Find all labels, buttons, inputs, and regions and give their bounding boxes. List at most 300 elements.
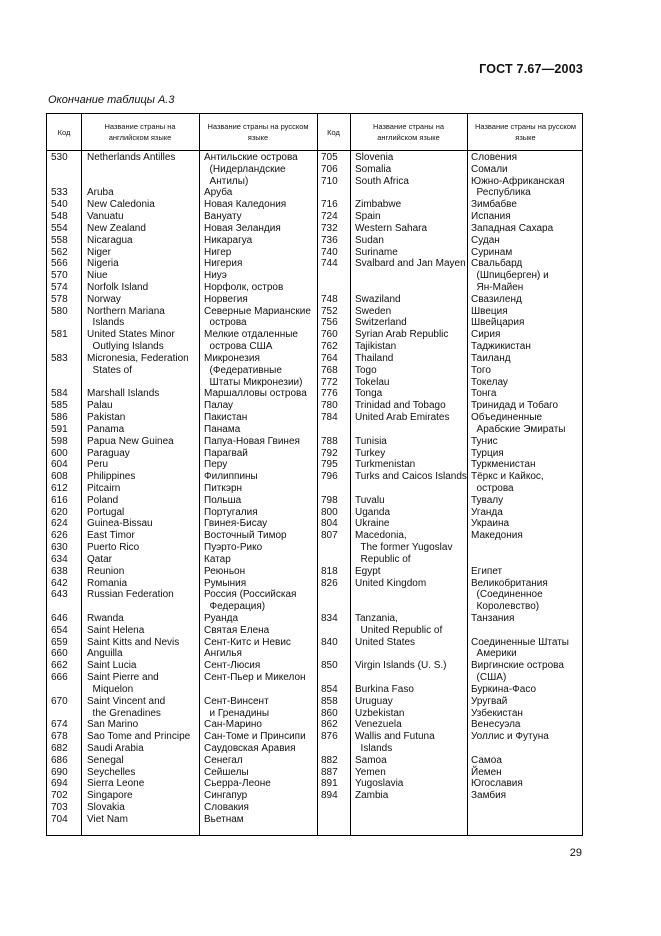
country-name-ru-cell: Южно-Африканская (471, 175, 565, 187)
country-code-cell: 654 (51, 624, 68, 636)
country-name-en-cell: Uruguay (355, 695, 393, 707)
country-name-ru-cell: Объединенные (471, 412, 543, 424)
country-name-en-cell: Viet Nam (87, 813, 128, 825)
column-divider (467, 114, 468, 835)
country-name-en-cell: Outlying Islands (87, 341, 164, 353)
country-name-en-cell: Spain (355, 211, 381, 223)
country-code-cell: 670 (51, 695, 68, 707)
country-name-ru-cell: Новая Зеландия (204, 222, 281, 234)
country-code-cell: 768 (321, 364, 338, 376)
country-name-ru-cell: Никарагуа (204, 234, 253, 246)
country-code-cell: 798 (321, 494, 338, 506)
country-name-ru-cell: Египет (471, 565, 503, 577)
country-code-cell: 643 (51, 589, 68, 601)
country-name-en-cell: Sudan (355, 234, 384, 246)
country-code-cell: 642 (51, 577, 68, 589)
country-code-cell: 694 (51, 778, 68, 790)
country-name-ru-cell: Маршалловы острова (204, 388, 307, 400)
country-name-ru-cell: Сан-Марино (204, 719, 262, 731)
country-code-cell: 800 (321, 506, 338, 518)
country-name-en-cell: Saint Pierre and (87, 672, 159, 684)
country-code-cell: 882 (321, 754, 338, 766)
country-name-en-cell: Sao Tome and Principe (87, 731, 191, 743)
country-name-ru-cell: Папуа-Новая Гвинея (204, 435, 300, 447)
country-name-ru-cell: Того (471, 364, 491, 376)
country-code-cell: 732 (321, 222, 338, 234)
country-code-cell: 554 (51, 222, 68, 234)
country-name-ru-cell: Сирия (471, 329, 501, 341)
country-name-ru-cell: Югославия (471, 778, 523, 790)
country-name-ru-cell: Нигер (204, 246, 232, 258)
country-code-cell: 760 (321, 329, 338, 341)
country-name-ru-cell: Туркменистан (471, 459, 536, 471)
country-name-en-cell: San Marino (87, 719, 139, 731)
header-name-en-left: Название страны на английском языке (104, 122, 176, 142)
country-name-ru-cell: Сент-Пьер и Микелон (204, 672, 306, 684)
country-name-ru-cell: Микронезия (204, 352, 260, 364)
country-code-cell: 646 (51, 612, 68, 624)
country-code-cell: 638 (51, 565, 68, 577)
country-name-en-cell: Guinea-Bissau (87, 518, 153, 530)
country-name-en-cell: Nicaragua (87, 234, 133, 246)
country-name-ru-cell: Замбия (471, 790, 507, 802)
country-code-cell: 580 (51, 305, 68, 317)
country-name-ru-cell: Россия (Российская (204, 589, 297, 601)
country-code-cell: 660 (51, 648, 68, 660)
country-code-cell: 598 (51, 435, 68, 447)
country-name-ru-cell: Панама (204, 423, 241, 435)
country-name-en-cell: Peru (87, 459, 109, 471)
country-name-ru-cell: Виргинские острова (471, 660, 564, 672)
country-name-en-cell: Philippines (87, 471, 136, 483)
country-name-en-cell: Somalia (355, 163, 392, 175)
country-name-en-cell: Portugal (87, 506, 125, 518)
country-code-cell: 850 (321, 660, 338, 672)
country-code-cell: 894 (321, 790, 338, 802)
country-name-en-cell: Nigeria (87, 258, 119, 270)
country-name-en-cell: United States Minor (87, 329, 175, 341)
country-name-ru-cell: Вануату (204, 211, 242, 223)
country-name-ru-cell: Тонга (471, 388, 497, 400)
country-name-en-cell: Papua New Guinea (87, 435, 174, 447)
country-name-ru-cell: Таиланд (471, 352, 511, 364)
country-name-ru-cell: Самоа (471, 754, 502, 766)
country-name-ru-cell: Сент-Китс и Невис (204, 636, 291, 648)
country-name-ru-cell: Сенегал (204, 754, 243, 766)
country-name-en-cell: Burkina Faso (355, 683, 414, 695)
country-name-en-cell: Turkmenistan (355, 459, 416, 471)
country-name-en-cell: Reunion (87, 565, 125, 577)
country-name-en-cell: Micronesia, Federation (87, 352, 189, 364)
country-name-en-cell: Egypt (355, 565, 381, 577)
column-divider (317, 114, 318, 835)
country-name-en-cell: Saint Lucia (87, 660, 137, 672)
country-name-ru-cell: Антилы) (204, 175, 249, 187)
country-name-ru-cell: Сейшелы (204, 766, 249, 778)
country-name-ru-cell: Нигерия (204, 258, 243, 270)
country-name-en-cell: Swaziland (355, 293, 401, 305)
country-name-ru-cell: Ян-Майен (471, 282, 524, 294)
country-code-cell: 762 (321, 341, 338, 353)
country-name-en-cell: Panama (87, 423, 125, 435)
country-name-en-cell: Zambia (355, 790, 389, 802)
country-name-en-cell: Slovakia (87, 802, 125, 814)
country-code-cell: 659 (51, 636, 68, 648)
country-name-ru-cell: Соединенные Штаты (471, 636, 569, 648)
country-name-ru-cell: Ангилья (204, 648, 242, 660)
country-code-cell: 570 (51, 270, 68, 282)
country-name-en-cell: Netherlands Antilles (87, 152, 176, 163)
country-name-en-cell: Norway (87, 293, 121, 305)
country-name-ru-cell: Питкэрн (204, 482, 243, 494)
country-code-cell: 634 (51, 553, 68, 565)
country-name-ru-cell: Норфолк, остров (204, 282, 284, 294)
country-name-ru-cell: Сомали (471, 163, 508, 175)
country-name-en-cell: Senegal (87, 754, 124, 766)
country-code-cell: 666 (51, 672, 68, 684)
country-name-en-cell: Sierra Leone (87, 778, 145, 790)
country-name-en-cell: the Grenadines (87, 707, 161, 719)
header-name-ru-right: Название страны на русском языке (474, 122, 577, 142)
country-name-ru-cell: Катар (204, 553, 231, 565)
country-code-cell: 574 (51, 282, 68, 294)
country-name-ru-cell: Уганда (471, 506, 503, 518)
country-code-cell: 533 (51, 187, 68, 199)
country-name-en-cell: Venezuela (355, 719, 402, 731)
country-code-cell: 744 (321, 258, 338, 270)
country-name-en-cell: Rwanda (87, 612, 124, 624)
country-name-ru-cell: Реюньон (204, 565, 246, 577)
country-name-en-cell: United Arab Emirates (355, 412, 450, 424)
country-code-cell: 690 (51, 766, 68, 778)
country-code-cell: 600 (51, 447, 68, 459)
country-name-en-cell: Trinidad and Tobago (355, 400, 446, 412)
country-name-ru-cell: Украина (471, 518, 510, 530)
country-name-ru-cell: (Шпицберген) и (471, 270, 549, 282)
country-name-ru-cell: Уругвай (471, 695, 508, 707)
country-code-cell: 702 (51, 790, 68, 802)
country-code-cell: 678 (51, 731, 68, 743)
country-code-cell: 807 (321, 530, 338, 542)
country-name-ru-cell: Свазиленд (471, 293, 522, 305)
country-name-ru-cell: (США) (471, 672, 507, 684)
header-name-ru-left: Название страны на русском языке (207, 122, 309, 142)
country-name-en-cell: Tunisia (355, 435, 387, 447)
country-name-ru-cell: Свальбард (471, 258, 523, 270)
country-name-ru-cell: Уоллис и Футуна (471, 731, 549, 743)
country-name-en-cell: East Timor (87, 530, 135, 542)
table-caption: Окончание таблицы А.3 (48, 94, 175, 106)
country-name-en-cell: Islands (87, 317, 125, 329)
country-code-cell: 858 (321, 695, 338, 707)
country-code-cell: 562 (51, 246, 68, 258)
country-code-cell: 860 (321, 707, 338, 719)
country-name-en-cell: Paraguay (87, 447, 130, 459)
country-name-en-cell: Macedonia, (355, 530, 407, 542)
country-name-en-cell: Islands (355, 743, 393, 754)
country-code-cell: 616 (51, 494, 68, 506)
country-code-cell: 804 (321, 518, 338, 530)
country-code-cell: 764 (321, 352, 338, 364)
country-name-en-cell: Russian Federation (87, 589, 174, 601)
country-name-en-cell: Tanzania, (355, 612, 398, 624)
country-name-ru-cell: Северные Марианские (204, 305, 311, 317)
country-name-en-cell: States of (87, 364, 133, 376)
country-name-ru-cell: Америки (471, 648, 517, 660)
country-name-ru-cell: Швейцария (471, 317, 525, 329)
country-code-cell: 716 (321, 199, 338, 211)
country-code-cell: 748 (321, 293, 338, 305)
country-name-ru-cell: острова (471, 482, 514, 494)
country-name-ru-cell: Македония (471, 530, 523, 542)
country-name-en-cell: Thailand (355, 352, 394, 364)
country-code-cell: 604 (51, 459, 68, 471)
country-name-ru-cell: Штаты Микронезии) (204, 376, 303, 388)
country-code-cell: 591 (51, 423, 68, 435)
country-code-cell: 626 (51, 530, 68, 542)
country-code-cell: 876 (321, 731, 338, 743)
country-name-ru-cell: (Соединенное (471, 589, 543, 601)
country-name-ru-cell: Парагвай (204, 447, 248, 459)
country-code-cell: 792 (321, 447, 338, 459)
column-divider (81, 114, 82, 835)
country-code-cell: 752 (321, 305, 338, 317)
country-name-en-cell: Puerto Rico (87, 542, 140, 554)
country-name-ru-cell: Тунис (471, 435, 498, 447)
country-name-ru-cell: Вьетнам (204, 813, 244, 825)
country-name-ru-cell: Буркина-Фасо (471, 683, 537, 695)
country-code-table (46, 113, 583, 836)
country-code-cell: 585 (51, 400, 68, 412)
country-name-en-cell: Suriname (355, 246, 398, 258)
country-code-cell: 662 (51, 660, 68, 672)
country-code-cell: 586 (51, 412, 68, 424)
country-code-cell: 826 (321, 577, 338, 589)
country-code-cell: 584 (51, 388, 68, 400)
country-code-cell: 581 (51, 329, 68, 341)
country-name-ru-cell: Зимбабве (471, 199, 517, 211)
column-divider (199, 114, 200, 835)
country-name-ru-cell: Швеция (471, 305, 508, 317)
country-name-en-cell: Western Sahara (355, 222, 428, 234)
country-name-ru-cell: Таджикистан (471, 341, 531, 353)
country-code-cell: 548 (51, 211, 68, 223)
country-name-ru-cell: Словения (471, 152, 518, 163)
country-name-en-cell: Northern Mariana (87, 305, 165, 317)
country-name-ru-cell: Великобритания (471, 577, 548, 589)
country-name-ru-cell: Западная Сахара (471, 222, 554, 234)
country-name-ru-cell: Тринидад и Тобаго (471, 400, 559, 412)
country-name-en-cell: Norfolk Island (87, 282, 149, 294)
country-code-cell: 705 (321, 152, 338, 163)
country-name-en-cell: Saint Kitts and Nevis (87, 636, 180, 648)
country-name-en-cell: Palau (87, 400, 113, 412)
country-code-cell: 780 (321, 400, 338, 412)
country-name-ru-cell: и Гренадины (204, 707, 270, 719)
country-name-ru-cell: Арабские Эмираты (471, 423, 566, 435)
country-name-en-cell: Slovenia (355, 152, 394, 163)
country-name-ru-cell: Республика (471, 187, 531, 199)
country-code-cell: 796 (321, 471, 338, 483)
country-name-en-cell: Uganda (355, 506, 391, 518)
country-name-ru-cell: Аруба (204, 187, 233, 199)
country-name-en-cell: Seychelles (87, 766, 136, 778)
country-name-en-cell: Aruba (87, 187, 114, 199)
country-name-ru-cell: Сент-Люсия (204, 660, 261, 672)
country-code-cell: 674 (51, 719, 68, 731)
country-name-en-cell: Miquelon (87, 683, 134, 695)
header-divider (47, 150, 582, 151)
country-name-en-cell: Switzerland (355, 317, 407, 329)
country-name-en-cell: Marshall Islands (87, 388, 160, 400)
country-name-en-cell: Uzbekistan (355, 707, 405, 719)
country-name-ru-cell: Португалия (204, 506, 258, 518)
country-name-ru-cell: Саудовская Аравия (204, 743, 296, 754)
country-name-ru-cell: Пуэрто-Рико (204, 542, 263, 554)
country-name-ru-cell: Узбекистан (471, 707, 523, 719)
country-code-cell: 887 (321, 766, 338, 778)
page-number: 29 (569, 847, 582, 859)
country-name-en-cell: United States (355, 636, 416, 648)
country-name-ru-cell: Польша (204, 494, 242, 506)
country-code-cell: 558 (51, 234, 68, 246)
country-name-ru-cell: Турция (471, 447, 504, 459)
country-code-cell: 772 (321, 376, 338, 388)
country-code-cell: 624 (51, 518, 68, 530)
country-name-en-cell: Togo (355, 364, 377, 376)
country-name-en-cell: Tonga (355, 388, 383, 400)
country-code-cell: 891 (321, 778, 338, 790)
country-name-en-cell: South Africa (355, 175, 409, 187)
header-name-en-right: Название страны на английском языке (372, 122, 445, 142)
country-name-en-cell: Yugoslavia (355, 778, 404, 790)
country-code-cell: 686 (51, 754, 68, 766)
country-name-ru-cell: Норвегия (204, 293, 248, 305)
country-name-ru-cell: острова США (204, 341, 273, 353)
country-name-ru-cell: Словакия (204, 802, 249, 814)
country-code-cell: 620 (51, 506, 68, 518)
country-code-cell: 710 (321, 175, 338, 187)
document-code: ГОСТ 7.67—2003 (479, 62, 583, 76)
country-name-en-cell: Sweden (355, 305, 392, 317)
country-name-ru-cell: Перу (204, 459, 228, 471)
country-name-en-cell: Qatar (87, 553, 113, 565)
country-code-cell: 704 (51, 813, 68, 825)
country-code-cell: 682 (51, 743, 68, 754)
country-name-ru-cell: (Нидерландские (204, 163, 286, 175)
country-code-cell: 740 (321, 246, 338, 258)
country-name-ru-cell: Антильские острова (204, 152, 298, 163)
country-code-cell: 795 (321, 459, 338, 471)
country-name-ru-cell: (Федеративные (204, 364, 282, 376)
country-name-en-cell: Tuvalu (355, 494, 385, 506)
country-name-en-cell: Yemen (355, 766, 386, 778)
country-name-ru-cell: Тёркс и Кайкос, (471, 471, 544, 483)
country-code-cell: 583 (51, 352, 68, 364)
header-code-left: Код (57, 127, 71, 137)
country-name-en-cell: Ukraine (355, 518, 390, 530)
country-name-ru-cell: Тувалу (471, 494, 504, 506)
country-name-ru-cell: острова (204, 317, 247, 329)
country-name-en-cell: United Kingdom (355, 577, 427, 589)
country-name-en-cell: Syrian Arab Republic (355, 329, 449, 341)
country-name-ru-cell: Суринам (471, 246, 513, 258)
country-code-cell: 706 (321, 163, 338, 175)
country-name-ru-cell: Федерация) (204, 601, 266, 613)
country-name-ru-cell: Святая Елена (204, 624, 270, 636)
country-code-cell: 776 (321, 388, 338, 400)
country-name-ru-cell: Палау (204, 400, 234, 412)
country-code-cell: 724 (321, 211, 338, 223)
country-code-cell: 862 (321, 719, 338, 731)
country-name-ru-cell: Ниуэ (204, 270, 227, 282)
country-name-en-cell: Turks and Caicos Islands (355, 471, 467, 483)
country-name-ru-cell: Новая Каледония (204, 199, 287, 211)
country-name-en-cell: Svalbard and Jan Mayen (355, 258, 466, 270)
country-name-en-cell: Saudi Arabia (87, 743, 144, 754)
country-name-en-cell: United Republic of (355, 624, 443, 636)
country-name-en-cell: Niger (87, 246, 111, 258)
country-code-cell: 630 (51, 542, 68, 554)
country-name-en-cell: New Zealand (87, 222, 146, 234)
country-name-en-cell: Turkey (355, 447, 386, 459)
country-code-cell: 818 (321, 565, 338, 577)
country-name-en-cell: The former Yugoslav (355, 542, 453, 554)
country-code-cell: 736 (321, 234, 338, 246)
country-name-en-cell: Virgin Islands (U. S.) (355, 660, 447, 672)
country-name-ru-cell: Сингапур (204, 790, 248, 802)
country-code-cell: 784 (321, 412, 338, 424)
country-name-en-cell: Singapore (87, 790, 133, 802)
country-name-en-cell: Anguilla (87, 648, 123, 660)
country-code-cell: 612 (51, 482, 68, 494)
country-code-cell: 854 (321, 683, 338, 695)
country-name-en-cell: Poland (87, 494, 119, 506)
country-name-en-cell: Samoa (355, 754, 387, 766)
country-name-ru-cell: Руанда (204, 612, 239, 624)
country-name-ru-cell: Судан (471, 234, 500, 246)
country-code-cell: 834 (321, 612, 338, 624)
country-name-ru-cell: Пакистан (204, 412, 248, 424)
country-name-en-cell: Romania (87, 577, 128, 589)
country-name-en-cell: Zimbabwe (355, 199, 402, 211)
country-name-ru-cell: Сент-Винсент (204, 695, 269, 707)
country-code-cell: 703 (51, 802, 68, 814)
country-name-ru-cell: Румыния (204, 577, 247, 589)
country-name-ru-cell: Мелкие отдаленные (204, 329, 298, 341)
country-code-cell: 540 (51, 199, 68, 211)
country-name-en-cell: Niue (87, 270, 108, 282)
country-name-ru-cell: Королевство) (471, 601, 540, 613)
country-name-en-cell: Vanuatu (87, 211, 124, 223)
country-name-en-cell: Republic of (355, 553, 411, 565)
country-code-cell: 608 (51, 471, 68, 483)
country-code-cell: 788 (321, 435, 338, 447)
country-name-en-cell: Tokelau (355, 376, 390, 388)
country-code-cell: 578 (51, 293, 68, 305)
country-code-cell: 566 (51, 258, 68, 270)
country-name-ru-cell: Сан-Томе и Принсипи (204, 731, 306, 743)
country-name-ru-cell: Токелау (471, 376, 508, 388)
country-name-en-cell: Saint Helena (87, 624, 145, 636)
country-name-ru-cell: Восточный Тимор (204, 530, 287, 542)
country-name-en-cell: New Caledonia (87, 199, 155, 211)
country-name-ru-cell: Сьерра-Леоне (204, 778, 271, 790)
country-name-en-cell: Pakistan (87, 412, 126, 424)
country-name-en-cell: Wallis and Futuna (355, 731, 435, 743)
country-name-ru-cell: Венесуэла (471, 719, 521, 731)
country-name-ru-cell: Йемен (471, 766, 502, 778)
